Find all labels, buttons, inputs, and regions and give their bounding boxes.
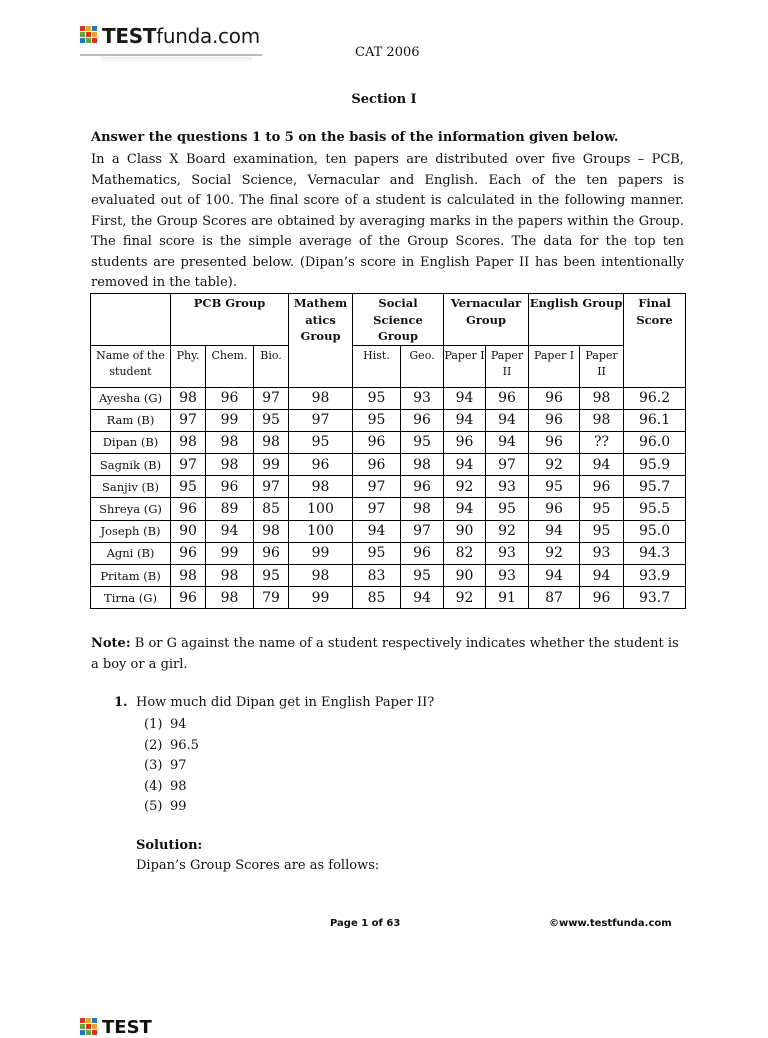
option-number: (5) — [144, 799, 163, 814]
chem-header: Chem. — [206, 345, 254, 387]
note-label: Note: — [91, 636, 131, 651]
english-paper2-header: Paper II — [580, 345, 624, 387]
score-cell-bio: 95 — [254, 565, 289, 587]
score-cell-bio: 85 — [254, 498, 289, 520]
student-name-cell: Joseph (B) — [91, 520, 171, 542]
score-cell-e2: 96 — [580, 476, 624, 498]
student-name-cell: Dipan (B) — [91, 431, 171, 453]
score-cell-bio: 79 — [254, 587, 289, 609]
table-row — [91, 409, 686, 431]
score-cell-chem: 98 — [206, 454, 254, 476]
english-group-header: English Group — [529, 294, 624, 346]
option-value: 94 — [170, 717, 187, 732]
logo-square — [80, 1024, 85, 1029]
option-number: (1) — [144, 717, 163, 732]
testfunda-logo — [80, 24, 262, 64]
score-cell-phy: 96 — [171, 498, 206, 520]
score-cell-chem: 99 — [206, 409, 254, 431]
score-cell-v2: 94 — [486, 409, 529, 431]
score-cell-hist: 85 — [353, 587, 401, 609]
logo-square — [92, 1030, 97, 1035]
score-cell-math: 98 — [289, 476, 353, 498]
answer-option — [144, 736, 199, 757]
score-cell-v1: 94 — [444, 498, 486, 520]
option-value: 98 — [170, 778, 187, 794]
score-cell-chem: 99 — [206, 542, 254, 564]
score-cell-chem: 96 — [206, 387, 254, 409]
score-cell-hist: 83 — [353, 565, 401, 587]
table-row — [91, 542, 686, 564]
logo-square — [80, 32, 85, 37]
score-cell-bio: 98 — [254, 431, 289, 453]
solution-heading: Solution: — [136, 838, 203, 853]
option-value: 96.5 — [170, 737, 199, 753]
score-cell-geo: 96 — [401, 542, 444, 564]
score-cell-e2: 95 — [580, 498, 624, 520]
score-cell-e2: 96 — [580, 587, 624, 609]
score-cell-v1: 94 — [444, 454, 486, 476]
score-cell-phy: 96 — [171, 542, 206, 564]
logo-text-bold: TEST — [102, 24, 157, 48]
score-cell-e2: 94 — [580, 454, 624, 476]
score-cell-e1: 96 — [529, 498, 580, 520]
note — [91, 634, 684, 675]
score-cell-math: 99 — [289, 587, 353, 609]
score-cell-e2: 98 — [580, 409, 624, 431]
question-text: How much did Dipan get in English Paper II? — [136, 695, 435, 710]
score-cell-hist: 94 — [353, 520, 401, 542]
logo-square — [86, 1030, 91, 1035]
option-number: (4) — [144, 778, 163, 794]
score-cell-hist: 95 — [353, 542, 401, 564]
score-cell-e2: 98 — [580, 387, 624, 409]
score-cell-bio: 95 — [254, 409, 289, 431]
table-row — [91, 431, 686, 453]
logo-text — [102, 24, 260, 48]
table-row — [91, 565, 686, 587]
score-cell-v2: 93 — [486, 476, 529, 498]
student-name-cell: Ayesha (G) — [91, 387, 171, 409]
scores-table-body — [91, 387, 686, 609]
score-cell-final: 96.0 — [624, 431, 686, 453]
answer-option — [144, 777, 199, 798]
option-number: (3) — [144, 758, 163, 773]
score-cell-chem: 94 — [206, 520, 254, 542]
score-cell-v2: 91 — [486, 587, 529, 609]
score-cell-hist: 95 — [353, 409, 401, 431]
score-cell-bio: 97 — [254, 387, 289, 409]
score-cell-final: 96.1 — [624, 409, 686, 431]
logo-square — [86, 38, 91, 43]
score-cell-final: 96.2 — [624, 387, 686, 409]
score-cell-v1: 82 — [444, 542, 486, 564]
score-cell-e1: 94 — [529, 520, 580, 542]
score-cell-chem: 89 — [206, 498, 254, 520]
score-cell-geo: 97 — [401, 520, 444, 542]
score-cell-geo: 94 — [401, 587, 444, 609]
score-cell-v1: 90 — [444, 520, 486, 542]
logo-square — [80, 26, 85, 31]
logo-square — [86, 32, 91, 37]
next-logo-text: TEST — [102, 1017, 152, 1038]
table-row — [91, 498, 686, 520]
name-header-blank — [91, 294, 171, 346]
score-cell-geo: 98 — [401, 454, 444, 476]
score-cell-phy: 98 — [171, 431, 206, 453]
score-cell-final: 93.9 — [624, 565, 686, 587]
logo-squares-icon — [80, 26, 97, 43]
score-cell-geo: 98 — [401, 498, 444, 520]
option-number: (2) — [144, 737, 163, 753]
score-cell-phy: 98 — [171, 387, 206, 409]
table-row — [91, 476, 686, 498]
final-score-header: Final Score — [624, 294, 686, 388]
score-cell-phy: 97 — [171, 454, 206, 476]
instructions-heading: Answer the questions 1 to 5 on the basis of the information given below. — [91, 130, 619, 145]
answer-options — [144, 715, 199, 818]
score-cell-bio: 96 — [254, 542, 289, 564]
score-cell-geo: 95 — [401, 565, 444, 587]
logo-square — [92, 1024, 97, 1029]
logo-text-rest: funda.com — [156, 24, 260, 48]
student-name-cell: Tirna (G) — [91, 587, 171, 609]
score-cell-hist: 97 — [353, 476, 401, 498]
geo-header: Geo. — [401, 345, 444, 387]
english-paper1-header: Paper I — [529, 345, 580, 387]
logo-reflection — [102, 57, 252, 63]
score-cell-chem: 98 — [206, 565, 254, 587]
option-value: 97 — [170, 758, 187, 773]
logo-underline — [80, 54, 262, 56]
phy-header: Phy. — [171, 345, 206, 387]
bio-header: Bio. — [254, 345, 289, 387]
score-cell-e2: 95 — [580, 520, 624, 542]
score-cell-phy: 90 — [171, 520, 206, 542]
score-cell-geo: 95 — [401, 431, 444, 453]
logo-square — [92, 38, 97, 43]
score-cell-phy: 96 — [171, 587, 206, 609]
score-cell-e1: 94 — [529, 565, 580, 587]
score-cell-hist: 96 — [353, 431, 401, 453]
page-number: Page 1 of 63 — [330, 918, 401, 929]
student-name-cell: Sanjiv (B) — [91, 476, 171, 498]
table-row — [91, 587, 686, 609]
logo-square — [86, 1024, 91, 1029]
score-cell-geo: 96 — [401, 409, 444, 431]
hist-header: Hist. — [353, 345, 401, 387]
answer-option — [144, 797, 199, 818]
score-cell-phy: 97 — [171, 409, 206, 431]
score-cell-e1: 96 — [529, 431, 580, 453]
logo-square — [86, 1018, 91, 1023]
score-cell-final: 94.3 — [624, 542, 686, 564]
student-name-cell: Shreya (G) — [91, 498, 171, 520]
next-page-logo — [80, 1014, 170, 1038]
score-cell-hist: 97 — [353, 498, 401, 520]
score-cell-math: 95 — [289, 431, 353, 453]
solution-text: Dipan’s Group Scores are as follows: — [136, 858, 380, 873]
score-cell-bio: 99 — [254, 454, 289, 476]
social-group-header: Social Science Group — [353, 294, 444, 346]
section-title: Section I — [351, 92, 417, 107]
note-text: B or G against the name of a student respectively indicates whether the student is a boy or a girl. — [91, 636, 679, 672]
score-cell-final: 93.7 — [624, 587, 686, 609]
score-cell-v2: 96 — [486, 387, 529, 409]
table-row — [91, 387, 686, 409]
score-cell-hist: 95 — [353, 387, 401, 409]
score-cell-chem: 96 — [206, 476, 254, 498]
score-cell-v2: 97 — [486, 454, 529, 476]
answer-option — [144, 756, 199, 777]
score-cell-e1: 96 — [529, 409, 580, 431]
scores-table — [90, 293, 686, 609]
score-cell-final: 95.0 — [624, 520, 686, 542]
score-cell-v2: 93 — [486, 565, 529, 587]
score-cell-math: 98 — [289, 387, 353, 409]
score-cell-math: 97 — [289, 409, 353, 431]
score-cell-math: 99 — [289, 542, 353, 564]
score-cell-chem: 98 — [206, 587, 254, 609]
score-cell-v1: 94 — [444, 409, 486, 431]
score-cell-e1: 92 — [529, 454, 580, 476]
score-cell-e2: 94 — [580, 565, 624, 587]
score-cell-e1: 87 — [529, 587, 580, 609]
logo-square — [86, 26, 91, 31]
score-cell-geo: 93 — [401, 387, 444, 409]
score-cell-math: 100 — [289, 498, 353, 520]
math-group-header: Mathem atics Group — [289, 294, 353, 388]
score-cell-final: 95.9 — [624, 454, 686, 476]
intro-paragraph: In a Class X Board examination, ten papers are distributed over five Groups – PCB, Mathematics, Social Science, Vernacular and English. Each of the ten papers is evaluated out of 100. The final score of a student is calculated in the following manner. First, the Group Scores are obtained by averaging marks in the papers within the Group. The final score is the simple average of the Group Scores. The data for the top ten students are presented below. (Dipan’s score in English Paper II has been intentionally removed in the table). — [91, 152, 684, 290]
score-cell-v2: 92 — [486, 520, 529, 542]
logo-square — [80, 1018, 85, 1023]
score-cell-e1: 92 — [529, 542, 580, 564]
score-cell-phy: 95 — [171, 476, 206, 498]
score-cell-v1: 96 — [444, 431, 486, 453]
vernacular-group-header: Vernacular Group — [444, 294, 529, 346]
student-name-cell: Agni (B) — [91, 542, 171, 564]
score-cell-v1: 94 — [444, 387, 486, 409]
logo-square — [80, 1030, 85, 1035]
logo-square — [92, 26, 97, 31]
score-cell-v2: 95 — [486, 498, 529, 520]
score-cell-v2: 94 — [486, 431, 529, 453]
score-cell-math: 98 — [289, 565, 353, 587]
logo-square — [92, 1018, 97, 1023]
score-cell-e2: ?? — [580, 431, 624, 453]
question-number: 1. — [114, 695, 128, 710]
table-row — [91, 454, 686, 476]
option-value: 99 — [170, 799, 187, 814]
score-cell-final: 95.7 — [624, 476, 686, 498]
score-cell-v1: 92 — [444, 476, 486, 498]
exam-title: CAT 2006 — [355, 45, 420, 60]
score-cell-math: 96 — [289, 454, 353, 476]
site-credit: ©www.testfunda.com — [549, 918, 672, 929]
table-row — [91, 520, 686, 542]
score-cell-e2: 93 — [580, 542, 624, 564]
student-name-cell: Ram (B) — [91, 409, 171, 431]
score-cell-hist: 96 — [353, 454, 401, 476]
vernacular-paper1-header: Paper I — [444, 345, 486, 387]
name-header: Name of the student — [91, 345, 171, 387]
score-cell-e1: 96 — [529, 387, 580, 409]
score-cell-geo: 96 — [401, 476, 444, 498]
score-cell-math: 100 — [289, 520, 353, 542]
next-logo-squares-icon — [80, 1018, 97, 1035]
score-cell-chem: 98 — [206, 431, 254, 453]
score-cell-e1: 95 — [529, 476, 580, 498]
score-cell-bio: 97 — [254, 476, 289, 498]
student-name-cell: Pritam (B) — [91, 565, 171, 587]
score-cell-phy: 98 — [171, 565, 206, 587]
score-cell-bio: 98 — [254, 520, 289, 542]
score-cell-v1: 92 — [444, 587, 486, 609]
pcb-group-header: PCB Group — [171, 294, 289, 346]
score-cell-final: 95.5 — [624, 498, 686, 520]
student-name-cell: Sagnik (B) — [91, 454, 171, 476]
score-cell-v1: 90 — [444, 565, 486, 587]
answer-option — [144, 715, 199, 736]
logo-square — [80, 38, 85, 43]
score-cell-v2: 93 — [486, 542, 529, 564]
vernacular-paper2-header: Paper II — [486, 345, 529, 387]
logo-square — [92, 32, 97, 37]
